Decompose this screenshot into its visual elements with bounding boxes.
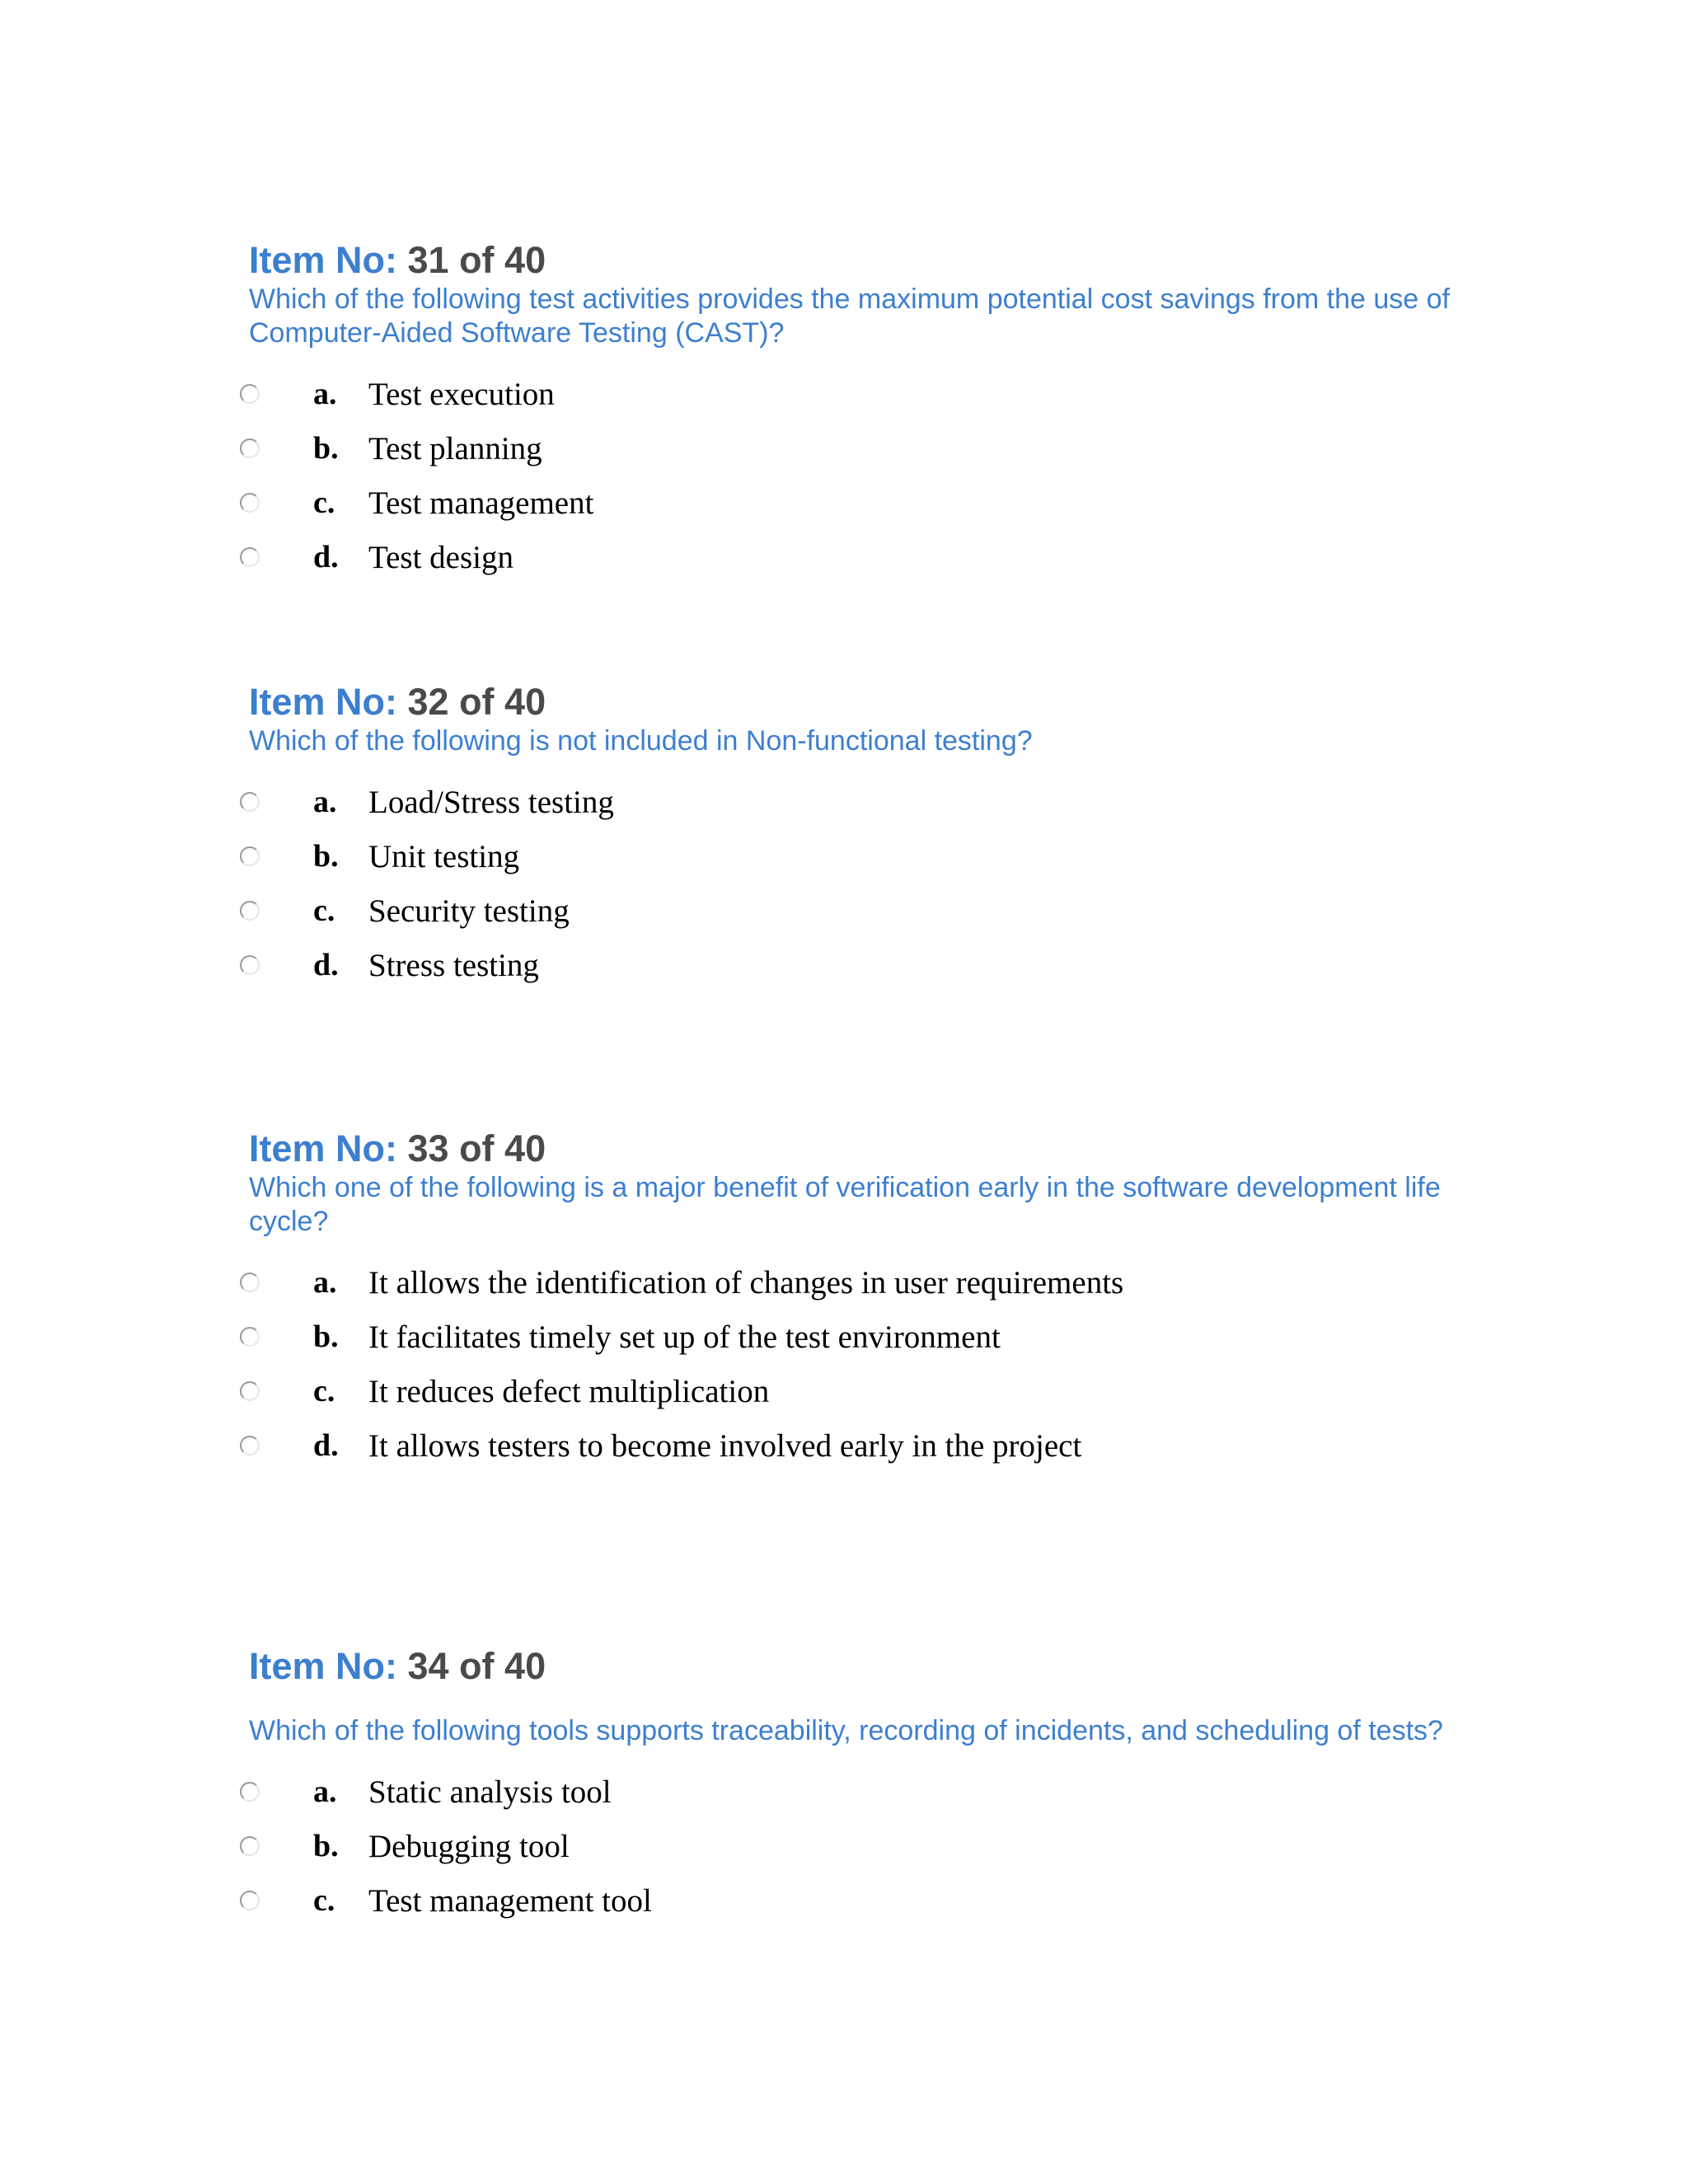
option-label: Test management (368, 485, 594, 521)
option-label: Test management tool (368, 1882, 652, 1919)
radio-button[interactable] (240, 955, 260, 975)
option-label: Static analysis tool (368, 1774, 612, 1810)
item-count: 32 of 40 (407, 681, 546, 723)
option-b[interactable] (249, 421, 1485, 476)
radio-button[interactable] (240, 846, 260, 866)
radio-button[interactable] (240, 384, 260, 404)
radio-button[interactable] (240, 1436, 260, 1455)
option-letter: b. (313, 431, 339, 466)
item-count: 34 of 40 (407, 1645, 546, 1687)
question-text: Which of the following is not included in Non-functional testing? (249, 725, 1033, 757)
item-label: Item No: (249, 681, 397, 723)
radio-button[interactable] (240, 1327, 260, 1347)
radio-button[interactable] (240, 1836, 260, 1856)
option-label: Test design (368, 539, 513, 575)
option-letter: a. (313, 1774, 337, 1809)
option-letter: c. (313, 485, 335, 520)
answer-options (249, 1765, 1485, 1928)
option-letter: a. (313, 1265, 337, 1300)
option-letter: c. (313, 1374, 335, 1408)
option-b[interactable] (249, 1819, 1485, 1873)
option-label: Stress testing (368, 947, 539, 983)
question-text: Which of the following test activities provides the maximum potential cost savings from the use of Computer-Aided Software Testing (CAST)? (249, 284, 1450, 349)
option-a[interactable] (249, 1255, 1485, 1310)
option-letter: d. (313, 540, 339, 574)
answer-options (249, 1255, 1485, 1473)
question-text: Which one of the following is a major benefit of verification early in the software development life cycle? (249, 1172, 1441, 1237)
option-c[interactable] (249, 476, 1485, 530)
item-number-heading (249, 239, 1485, 282)
question-31 (249, 239, 1485, 584)
item-count: 31 of 40 (407, 239, 546, 281)
option-letter: c. (313, 1883, 335, 1918)
answer-options (249, 775, 1485, 992)
option-a[interactable] (249, 775, 1485, 829)
option-label: Security testing (368, 893, 570, 929)
option-label: Test execution (368, 376, 555, 412)
radio-button[interactable] (240, 493, 260, 513)
option-a[interactable] (249, 1765, 1485, 1819)
option-label: Debugging tool (368, 1828, 570, 1864)
option-label: Test planning (368, 430, 542, 466)
radio-button[interactable] (240, 547, 260, 567)
option-label: It allows testers to become involved early in the project (368, 1427, 1082, 1464)
question-text: Which of the following tools supports traceability, recording of incidents, and scheduling of tests? (249, 1715, 1443, 1746)
item-label: Item No: (249, 1645, 397, 1687)
option-b[interactable] (249, 1310, 1485, 1364)
option-d[interactable] (249, 530, 1485, 584)
option-letter: a. (313, 785, 337, 819)
option-d[interactable] (249, 1418, 1485, 1473)
item-number-heading (249, 681, 1485, 724)
radio-button[interactable] (240, 1272, 260, 1292)
radio-button[interactable] (240, 1782, 260, 1802)
option-letter: c. (313, 893, 335, 928)
question-32 (249, 681, 1485, 992)
option-letter: b. (313, 1319, 339, 1354)
question-34 (249, 1645, 1485, 1928)
item-count: 33 of 40 (407, 1127, 546, 1169)
radio-button[interactable] (240, 438, 260, 458)
option-c[interactable] (249, 1873, 1485, 1928)
item-number-heading (249, 1127, 1485, 1170)
radio-button[interactable] (240, 901, 260, 921)
option-letter: a. (313, 377, 337, 411)
radio-button[interactable] (240, 1381, 260, 1401)
option-label: It allows the identification of changes in user requirements (368, 1264, 1124, 1301)
option-c[interactable] (249, 1364, 1485, 1418)
answer-options (249, 367, 1485, 584)
item-label: Item No: (249, 1127, 397, 1169)
option-letter: b. (313, 1829, 339, 1863)
radio-button[interactable] (240, 792, 260, 812)
option-letter: d. (313, 1428, 339, 1463)
option-label: It facilitates timely set up of the test environment (368, 1319, 1001, 1355)
option-a[interactable] (249, 367, 1485, 421)
item-label: Item No: (249, 239, 397, 281)
option-letter: d. (313, 948, 339, 982)
option-label: It reduces defect multiplication (368, 1373, 770, 1409)
option-d[interactable] (249, 938, 1485, 992)
option-label: Unit testing (368, 838, 520, 874)
option-letter: b. (313, 839, 339, 874)
radio-button[interactable] (240, 1891, 260, 1910)
option-c[interactable] (249, 883, 1485, 938)
option-label: Load/Stress testing (368, 784, 614, 820)
question-33 (249, 1127, 1485, 1473)
item-number-heading (249, 1645, 1485, 1688)
option-b[interactable] (249, 829, 1485, 883)
